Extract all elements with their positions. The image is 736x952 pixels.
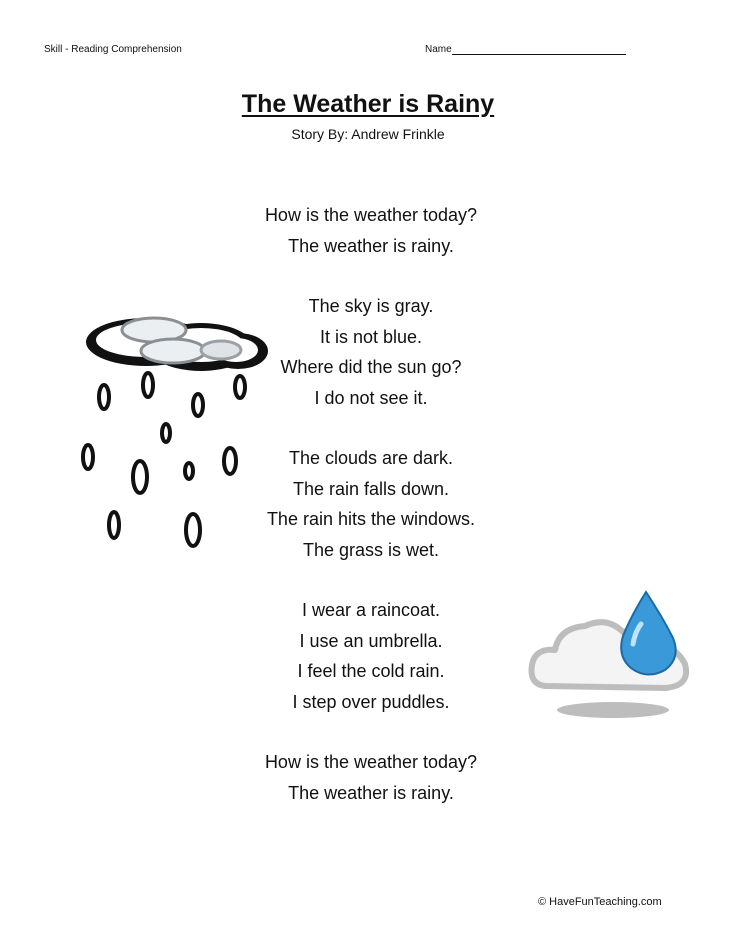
poem-line: How is the weather today? xyxy=(264,752,478,772)
page-title: The Weather is Rainy xyxy=(241,90,495,118)
name-label: Name xyxy=(425,44,452,55)
poem-line: The weather is rainy. xyxy=(288,782,454,803)
poem-line: The rain hits the windows. xyxy=(266,509,476,529)
cloud-shape xyxy=(86,318,268,371)
poem-line: I step over puddles. xyxy=(292,691,450,712)
poem-line: The rain falls down. xyxy=(292,478,450,499)
poem-line: The weather is rainy. xyxy=(288,235,454,256)
poem-line: I do not see it. xyxy=(314,387,428,408)
poem-line: How is the weather today? xyxy=(264,205,478,225)
poem-line: The clouds are dark. xyxy=(288,448,454,468)
name-line xyxy=(452,44,626,55)
poem-line: Where did the sun go? xyxy=(280,357,462,377)
cloud-raindrop-icon xyxy=(525,588,695,723)
stanza xyxy=(0,200,736,261)
rain-cloud-icon xyxy=(76,305,276,555)
poem-line: It is not blue. xyxy=(319,326,423,347)
byline: Story By: Andrew Frinkle xyxy=(291,126,445,142)
blue-raindrop-icon xyxy=(621,592,675,675)
cloud-shadow xyxy=(557,702,669,718)
copyright-footer: © HaveFunTeaching.com xyxy=(538,896,662,908)
skill-label: Skill - Reading Comprehension xyxy=(44,44,182,55)
poem-line: The sky is gray. xyxy=(308,296,434,316)
raindrops xyxy=(83,373,245,546)
name-field xyxy=(425,44,626,55)
poem-line: I use an umbrella. xyxy=(299,630,443,651)
poem-line: I wear a raincoat. xyxy=(301,600,441,620)
stanza xyxy=(0,747,736,808)
poem-line: I feel the cold rain. xyxy=(297,661,445,681)
poem-line: The grass is wet. xyxy=(302,539,440,560)
